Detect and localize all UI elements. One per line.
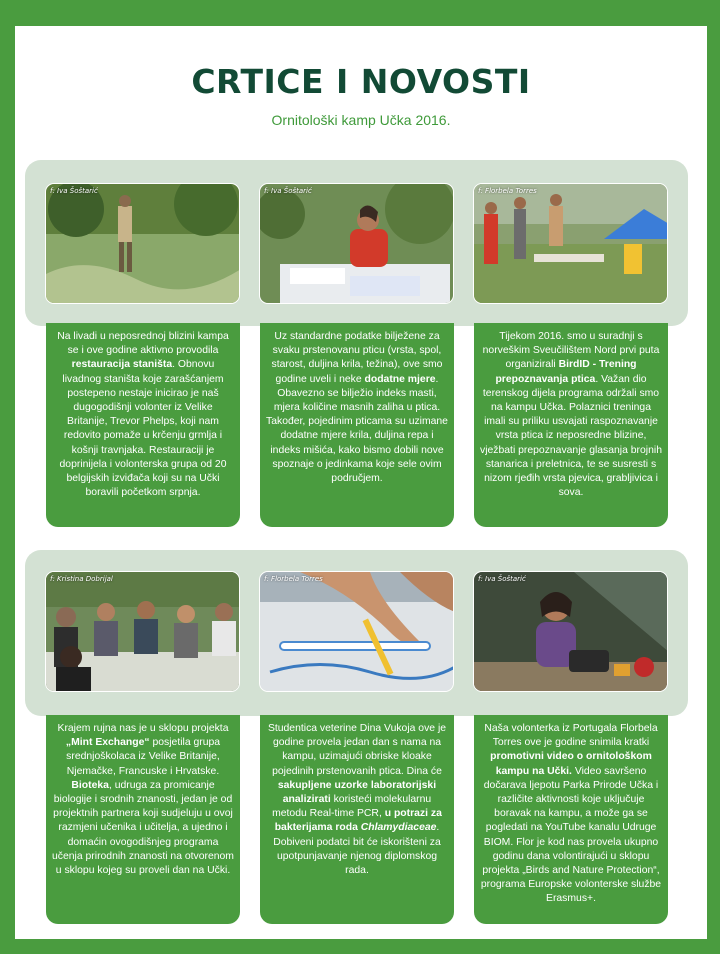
page	[15, 26, 707, 939]
text-card	[260, 323, 454, 527]
page-title: CRTICE I NOVOSTI	[191, 62, 531, 101]
card-text: . Obavezno se bilježio indeks masti, mjera količine masnih zaliha u ptica. Također, pojedinim pticama su uzimane dodatne mjere krila, duljina repa i indeks mišića, kako bismo dobili nove spoznaje o jedinkama koje sele ovim područjem.	[266, 373, 448, 485]
card-text-bold: dodatne mjere	[364, 373, 436, 385]
card-text-bold: u potrazi za bakterijama roda	[274, 808, 442, 834]
photo-measuring-bird	[259, 183, 454, 304]
photo-lab-samples	[259, 571, 454, 692]
text-card	[474, 323, 668, 527]
card-text: Krajem rujna nas je u sklopu projekta	[57, 723, 229, 734]
text-card	[46, 323, 240, 527]
card-text: Studentica veterine Dina Vukoja ove je godine provela jedan dan s nama na kampu, uzimajući obriske kloake pojedinih prstenovanih ptica. Dina će	[267, 723, 447, 777]
photo-credit: f: Florbela Torres	[478, 187, 537, 195]
card-text: . Važan dio terenskog dijela programa održali smo na kampu Učka. Polaznici treninga imali su priliku usvajati raspoznavanje vrsta ptica iz neposredne blizine, vježbati prepoznavanje glasanja brojnih stanarica i preletnica, te se susresti s nizom rjeđih vrsta pjevica, grabljivica i sova.	[480, 373, 662, 499]
photo-credit: f: Kristina Dobrijal	[50, 575, 113, 583]
card-text: Na livadi u neposrednoj blizini kampa se i ove godine aktivno provodila	[57, 331, 229, 357]
card-text: Naša volonterka iz Portugala Florbela Torres ove je godine snimila kratki	[484, 723, 658, 749]
card-text: Uz standardne podatke bilježene za svaku prstenovanu pticu (vrsta, spol, starost, duljina krila, težina), ove smo godine uveli i neke	[271, 331, 443, 385]
photo-meadow-volunteer	[45, 183, 240, 304]
card-text: . Dobiveni podatci bit će iskorišteni za upotpunjavanje njenog diplomskog rada.	[273, 822, 441, 877]
card-text-bold: sakupljene uzorke laboratorijski analizirati	[277, 779, 437, 806]
card-text-bold: promotivni video o ornitološkom kampu na Učki.	[490, 751, 652, 777]
text-card	[260, 715, 454, 924]
card-text: Video savršeno dočarava ljepotu Parka Prirode Učka i različite aktivnosti koje uključuje boravak na kampu, a može ga se pogledati na YouTube kanalu Udruge BIOM. Flor je kod nas provela ukupno godinu dana volontirajući u sklopu projekta „Birds and Nature Protection“, programa Europske volonterske službe Erasmus+.	[480, 765, 662, 905]
photo-credit: f: Iva Šoštarić	[50, 187, 98, 195]
card-text-bold: Bioteka	[71, 779, 109, 791]
card-text: Tijekom 2016. smo u suradnji s norveškim Sveučilištem Nord prvi puta organizirali	[482, 331, 660, 371]
photo-credit: f: Iva Šoštarić	[264, 187, 312, 195]
photo-credit: f: Florbela Torres	[264, 575, 323, 583]
card-text-bold: Chlamydiaceae	[360, 822, 437, 834]
photo-credit: f: Iva Šoštarić	[478, 575, 526, 583]
card-text-bold: restauracija staništa	[71, 359, 173, 371]
text-card	[474, 715, 668, 924]
photo-students-group	[45, 571, 240, 692]
photo-camp-training	[473, 183, 668, 304]
card-text: posjetila grupa srednjoškolaca iz Velike Britanije, Njemačke, Francuske i Hrvatske.	[66, 737, 221, 777]
card-text: koristeći molekularnu metodu Real-time PCR,	[272, 794, 432, 820]
page-subtitle: Ornitološki kamp Učka 2016.	[271, 112, 451, 128]
card-text-bold: „Mint Exchange“	[65, 737, 150, 749]
card-text: , udruga za promicanje biologije i srodnih znanosti, jedan je od projektnih partnera koji sudjeluju u ovoj razmjeni učenika i učitelja, a ujedno i domaćin ovogodišnjeg programa učenja prirodnih znanosti na otvorenom u sklopu kojeg su proveli dan na Učki.	[52, 779, 234, 877]
card-text-bold: BirdID - Trening prepoznavanja ptica	[495, 359, 637, 385]
text-card	[46, 715, 240, 924]
card-text: . Obnovu livadnog staništa koje zarašćanjem postepeno nestaje inicirao je naš dugogodišnji volonter iz Velike Britanije, Trevor Phelps, koji nam redovito pomaže u krčenju grmlja i košnji travnjaka. Restauraciji je doprinijela i volonterska grupa od 20 belgijskih izviđača koji su na Učki boravili početkom srpnja.	[59, 359, 227, 499]
photo-volunteer-portrait	[473, 571, 668, 692]
